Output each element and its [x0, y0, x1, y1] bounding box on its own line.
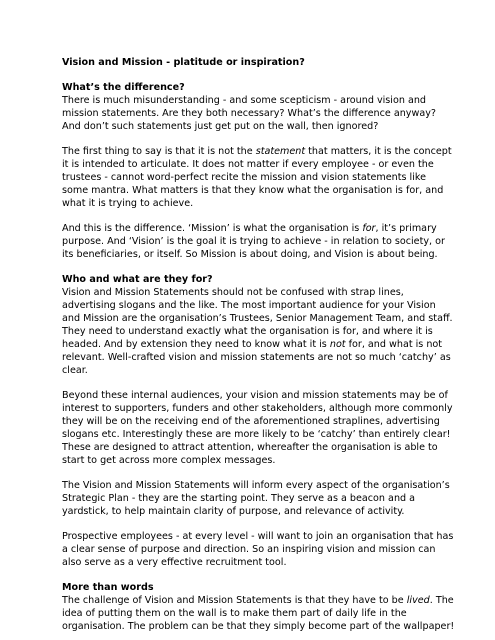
paragraph-text: Beyond these internal audiences, your vision and mission statements may be of interest to supporters, funders and other stakeholders, although more commonly they will be on the receiving end of the aforementioned straplines, advertising slogans etc. Interestingly these are more likely to be ‘catchy’ than entirely clear! These are designed to attract attention, whereafter the organisation is able to start to get across more complex messages.: [62, 390, 453, 466]
document-title: Vision and Mission - platitude or inspiration?: [62, 57, 305, 68]
paragraph-text: that matters, it is the concept it is intended to articulate. It does not matter if every employee - or even the trustees - cannot word-perfect recite the mission and vision statements like some mantra. What matters is that they know what the organisation is for, and what it is trying to achieve.: [62, 146, 452, 209]
body-paragraph: [62, 286, 455, 377]
body-paragraph: [62, 479, 455, 518]
body-paragraph: [62, 530, 455, 569]
section-who-and-what: [62, 273, 455, 569]
section-heading: What’s the difference?: [62, 82, 185, 93]
section-body: [62, 286, 455, 569]
paragraph-text: Prospective employees - at every level - will want to join an organisation that has a clear sense of purpose and direction. So an inspiring vision and mission can also serve as a very effective recruitment tool.: [62, 531, 454, 568]
paragraph-text: There is much misunderstanding - and some scepticism - around vision and mission statements. Are they both necessary? What’s the difference anyway? And don’t such statements just get put on the wall, then ignored?: [62, 95, 436, 132]
section-whats-the-difference: [62, 81, 455, 261]
body-paragraph: [62, 94, 455, 133]
body-paragraph: [62, 594, 455, 633]
paragraph-text: The first thing to say is that it is not the: [62, 146, 256, 157]
emphasis-text: lived: [406, 595, 430, 606]
section-more-than-words: [62, 581, 455, 633]
section-body: [62, 594, 455, 633]
paragraph-text: Vision and Mission Statements should not be confused with strap lines, advertising slogans and the like. The most important audience for your Vision and Mission are the organisation’s Trustees, Senior Management Team, and staff. They need to understand exactly what the organisation is for, and where it is headed. And by extension they need to know what it is: [62, 287, 453, 350]
body-paragraph: [62, 145, 455, 210]
emphasis-text: statement: [255, 146, 306, 157]
section-heading: Who and what are they for?: [62, 274, 213, 285]
body-paragraph: [62, 222, 455, 261]
section-body: [62, 94, 455, 261]
paragraph-text: And this is the difference. ‘Mission’ is what the organisation is: [62, 223, 363, 234]
body-paragraph: [62, 389, 455, 467]
emphasis-text: for: [362, 223, 376, 234]
paragraph-text: The challenge of Vision and Mission Statements is that they have to be: [62, 595, 407, 606]
paragraph-text: for, and what is not relevant. Well-crafted vision and mission statements are not so much ‘catchy’ as clear.: [62, 339, 451, 376]
paragraph-text: . The idea of putting them on the wall is to make them part of daily life in the organisation. The problem can be that they simply become part of the wallpaper!: [62, 595, 455, 632]
emphasis-text: not: [329, 339, 346, 350]
paragraph-text: , it’s primary purpose. And ‘Vision’ is the goal it is trying to achieve - in relation to society, or its beneficiaries, or itself. So Mission is about doing, and Vision is about being.: [62, 223, 445, 260]
paragraph-text: The Vision and Mission Statements will inform every aspect of the organisation’s Strategic Plan - they are the starting point. They serve as a beacon and a yardstick, to help maintain clarity of purpose, and relevance of activity.: [62, 480, 450, 517]
section-heading: More than words: [62, 582, 154, 593]
